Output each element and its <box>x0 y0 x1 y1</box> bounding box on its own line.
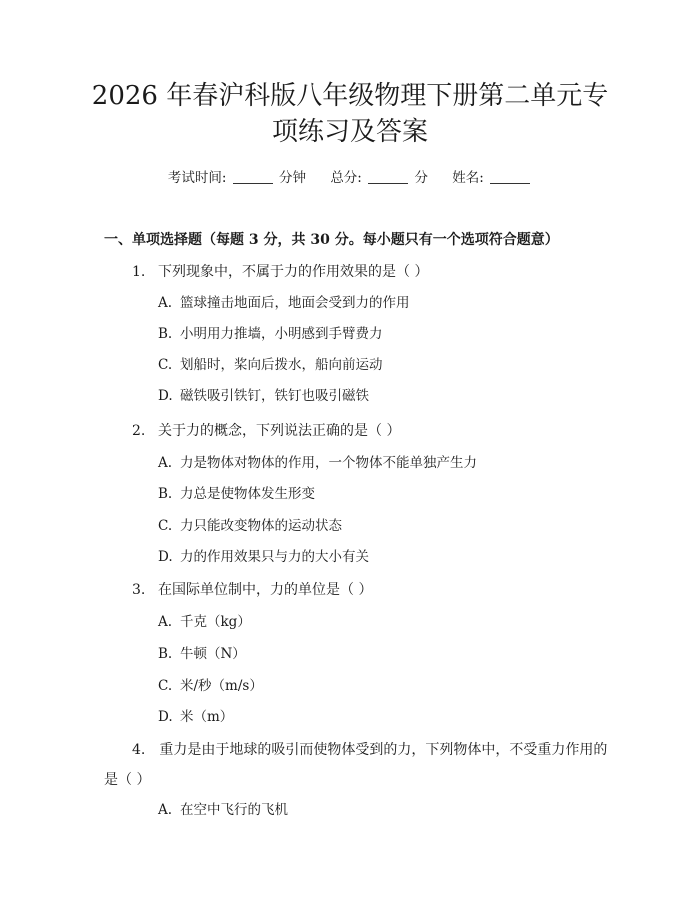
option-letter: D. <box>158 709 173 725</box>
exam-time-label: 考试时间: <box>167 170 227 186</box>
total-score-label: 总分: <box>330 170 362 186</box>
question-1-option-b <box>158 324 383 344</box>
question-3-option-c <box>158 676 263 696</box>
student-name-group <box>452 170 532 186</box>
total-score-unit: 分 <box>414 170 428 186</box>
option-letter: B. <box>158 326 173 342</box>
option-letter: B. <box>158 646 173 662</box>
document-title <box>60 78 640 150</box>
question-number: 4. <box>132 742 146 758</box>
total-score-group <box>330 170 432 186</box>
question-3 <box>132 580 372 600</box>
option-letter: D. <box>158 388 173 404</box>
question-3-option-b <box>158 644 246 664</box>
question-4-option-a <box>158 800 288 820</box>
student-name-label: 姓名: <box>452 170 484 186</box>
total-score-blank <box>368 170 408 184</box>
question-1 <box>132 262 428 282</box>
question-text: 关于力的概念，下列说法正确的是（ ） <box>158 423 401 439</box>
option-letter: C. <box>158 678 173 694</box>
option-text: 小明用力推墙，小明感到手臂费力 <box>180 326 383 342</box>
question-text: 重力是由于地球的吸引而使物体受到的力，下列物体中，不受重力作用的是（ ） <box>104 742 608 788</box>
option-text: 磁铁吸引铁钉，铁钉也吸引磁铁 <box>180 388 369 404</box>
option-text: 力的作用效果只与力的大小有关 <box>180 549 369 565</box>
option-text: 千克（kg） <box>180 614 251 630</box>
question-number: 3. <box>132 582 146 598</box>
question-2-option-c <box>158 516 342 536</box>
question-number: 1. <box>132 264 146 280</box>
option-text: 力是物体对物体的作用，一个物体不能单独产生力 <box>180 455 477 471</box>
question-text: 在国际单位制中，力的单位是（ ） <box>158 582 373 598</box>
title-line-2: 项练习及答案 <box>271 117 428 147</box>
option-text: 篮球撞击地面后，地面会受到力的作用 <box>180 295 410 311</box>
option-text: 力只能改变物体的运动状态 <box>180 518 342 534</box>
option-letter: A. <box>158 295 173 311</box>
question-1-option-a <box>158 293 410 313</box>
exam-time-group <box>168 170 310 186</box>
question-2-option-d <box>158 547 369 567</box>
option-letter: C. <box>158 357 173 373</box>
option-letter: B. <box>158 486 173 502</box>
option-letter: A. <box>158 802 173 818</box>
option-text: 米/秒（m/s） <box>180 678 263 694</box>
question-4 <box>104 735 614 795</box>
exam-time-unit: 分钟 <box>279 170 307 186</box>
question-1-option-d <box>158 386 369 406</box>
question-number: 2. <box>132 423 146 439</box>
section-heading: 一、单项选择题（每题 3 分，共 30 分。每小题只有一个选项符合题意） <box>104 232 559 248</box>
title-line-1: 2026 年春沪科版八年级物理下册第二单元专 <box>91 81 609 111</box>
option-text: 牛顿（N） <box>180 646 246 662</box>
question-2-option-a <box>158 453 477 473</box>
option-text: 米（m） <box>180 709 234 725</box>
question-1-option-c <box>158 355 383 375</box>
option-text: 划船时，桨向后拨水，船向前运动 <box>180 357 383 373</box>
option-letter: D. <box>158 549 173 565</box>
student-name-blank <box>490 170 530 184</box>
question-2 <box>132 421 400 441</box>
question-3-option-a <box>158 612 251 632</box>
option-text: 在空中飞行的飞机 <box>180 802 288 818</box>
option-letter: A. <box>158 614 173 630</box>
option-letter: A. <box>158 455 173 471</box>
option-text: 力总是使物体发生形变 <box>180 486 315 502</box>
option-letter: C. <box>158 518 173 534</box>
question-2-option-b <box>158 484 315 504</box>
exam-time-blank <box>233 170 273 184</box>
question-text: 下列现象中，不属于力的作用效果的是（ ） <box>158 264 429 280</box>
exam-info-row <box>0 168 700 188</box>
question-3-option-d <box>158 707 233 727</box>
